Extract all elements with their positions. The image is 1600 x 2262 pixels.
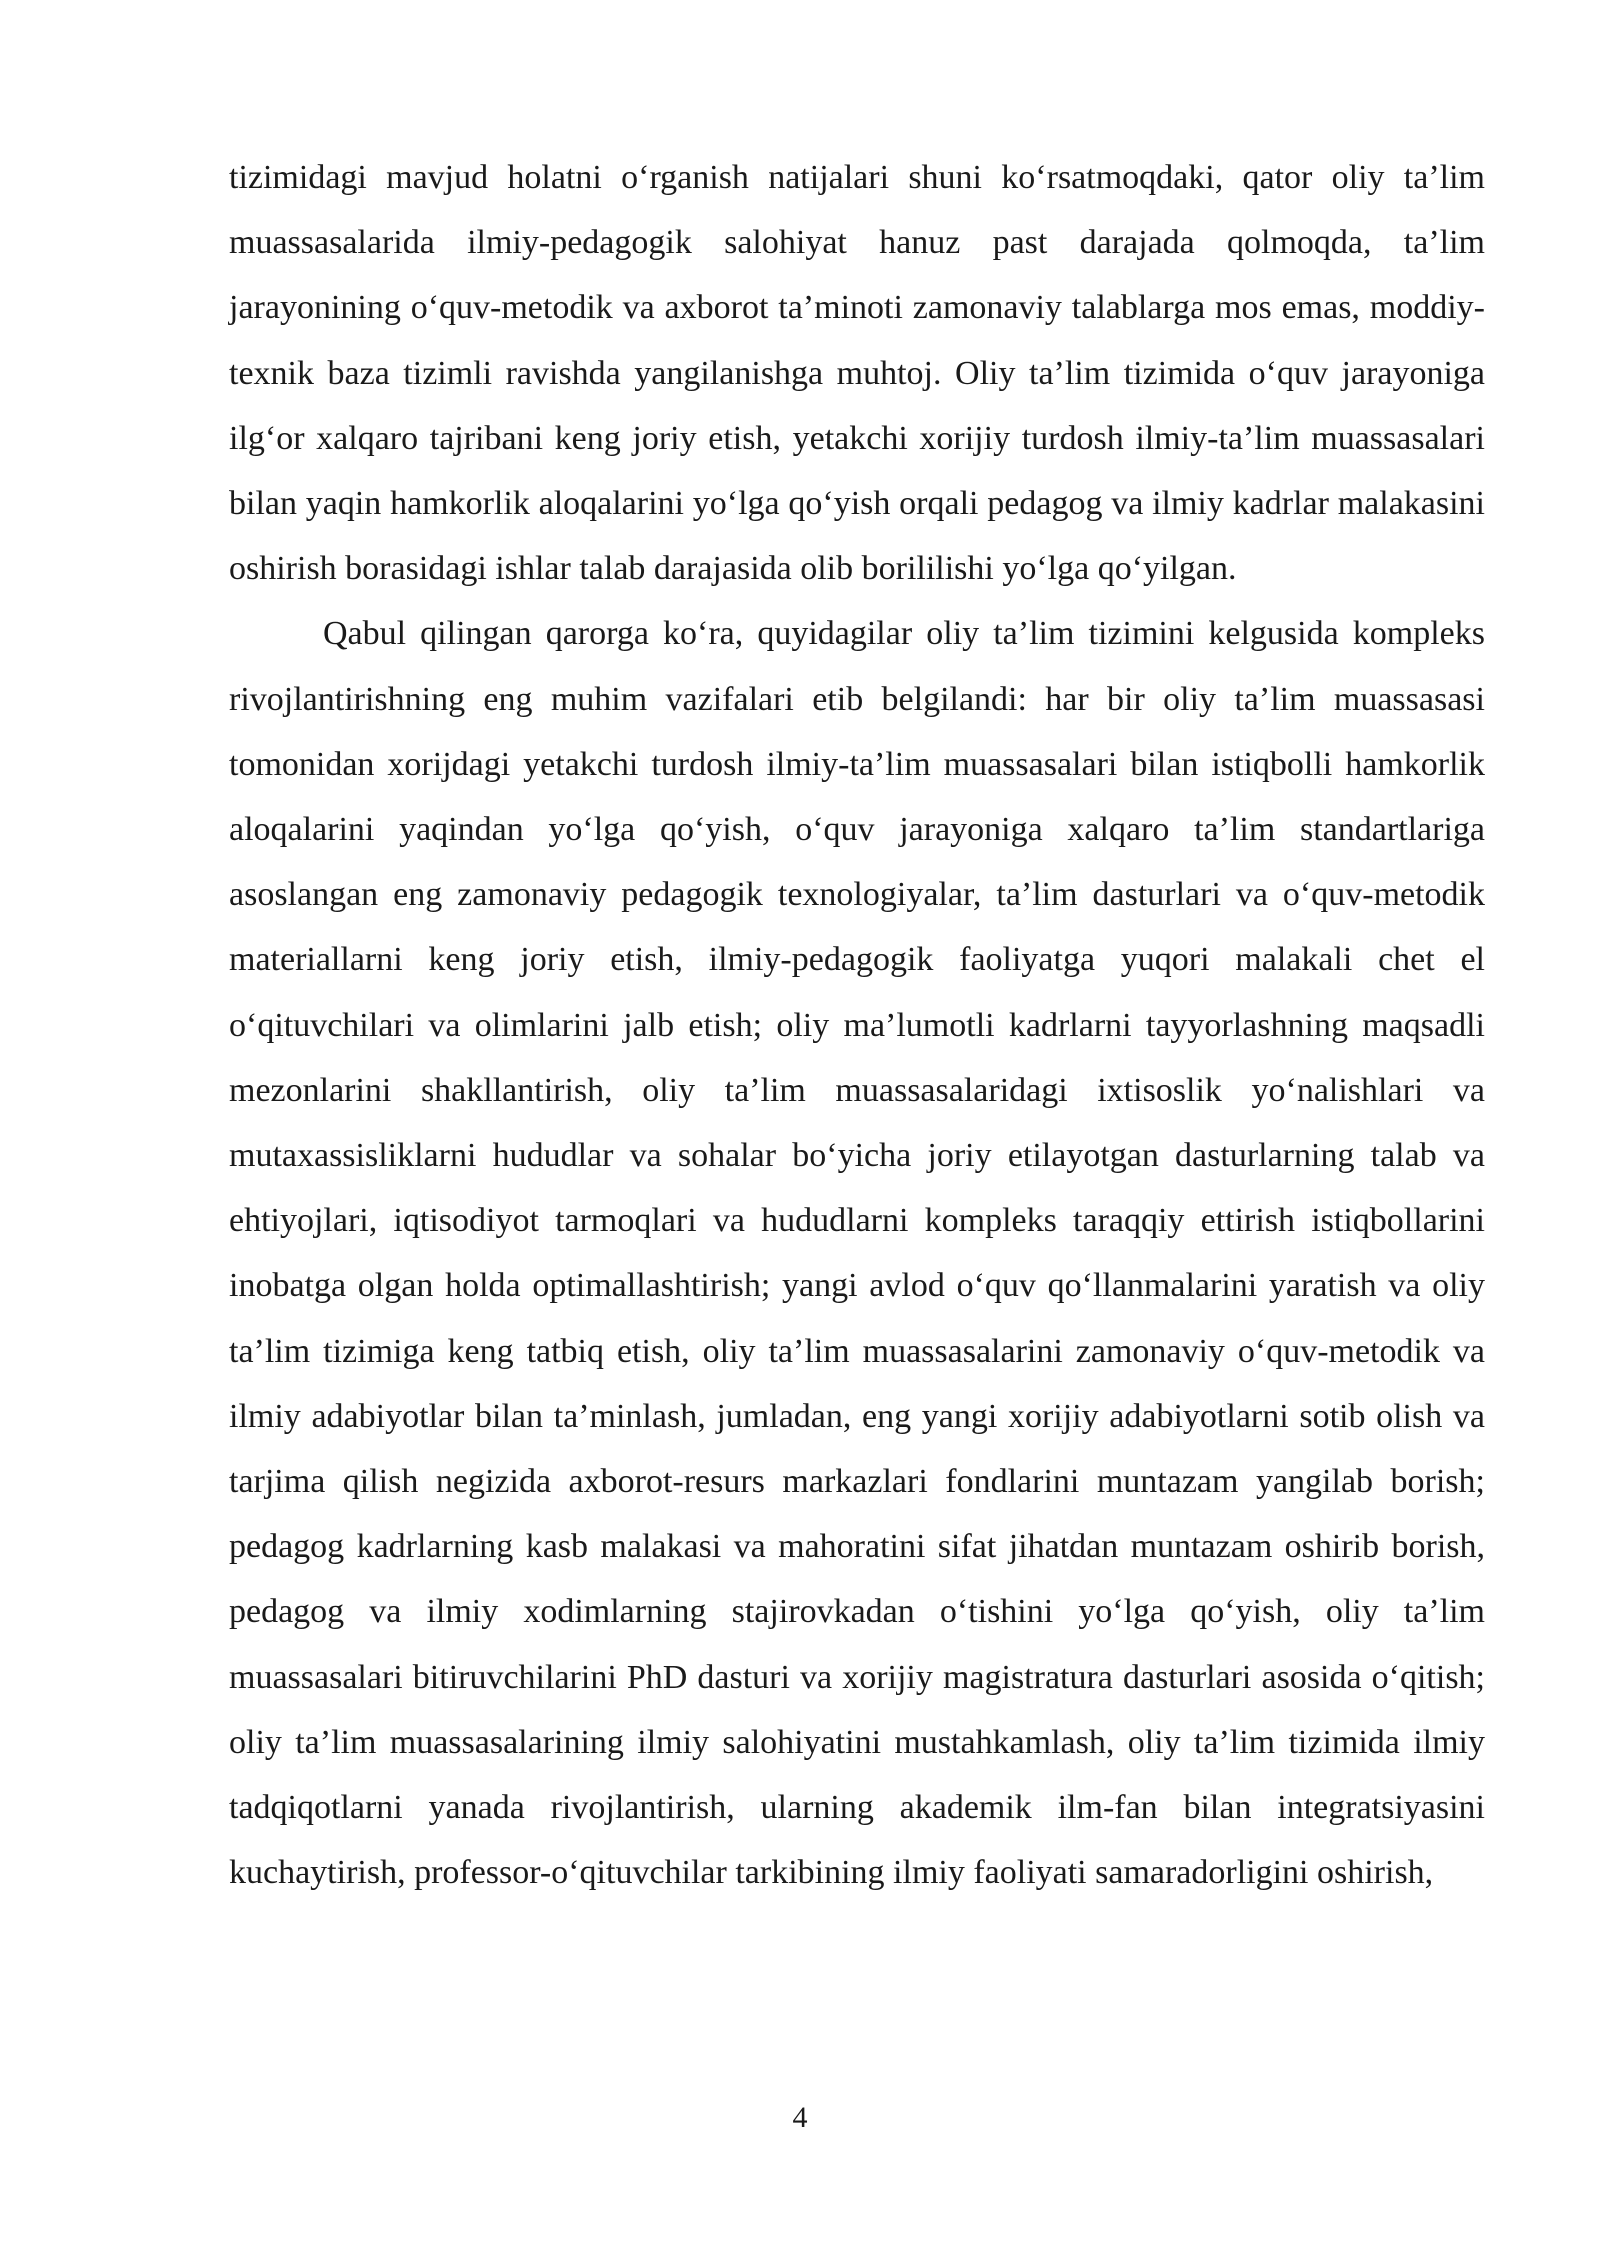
page-number: 4 — [792, 2101, 808, 2134]
paragraph-1: tizimidagi mavjud holatni o‘rganish natijalari shuni ko‘rsatmoqdaki, qator oliy ta’lim muassasalarida ilmiy-pedagogik salohiyat hanuz past darajada qolmoqda, ta’lim jarayonining o‘quv-metodik va axborot ta’minoti zamonaviy talablarga mos emas, moddiy-texnik baza tizimli ravishda yangilanishga muhtoj. Oliy ta’lim tizimida o‘quv jarayoniga ilg‘or xalqaro tajribani keng joriy etish, yetakchi xorijiy turdosh ilmiy-ta’lim muassasalari bilan yaqin hamkorlik aloqalarini yo‘lga qo‘yish orqali pedagog va ilmiy kadrlar malakasini oshirish borasidagi ishlar talab darajasida olib borililishi yo‘lga qo‘yilgan. — [229, 159, 1485, 588]
document-body — [229, 145, 1485, 1905]
paragraph-2: Qabul qilingan qarorga ko‘ra, quyidagilar oliy ta’lim tizimini kelgusida kompleks rivojlantirishning eng muhim vazifalari etib belgilandi: har bir oliy ta’lim muassasasi tomonidan xorijdagi yetakchi turdosh ilmiy-ta’lim muassasalari bilan istiqbolli hamkorlik aloqalarini yaqindan yo‘lga qo‘yish, o‘quv jarayoniga xalqaro ta’lim standartlariga asoslangan eng zamonaviy pedagogik texnologiyalar, ta’lim dasturlari va o‘quv-metodik materiallarni keng joriy etish, ilmiy-pedagogik faoliyatga yuqori malakali chet el o‘qituvchilari va olimlarini jalb etish; oliy ma’lumotli kadrlarni tayyorlashning maqsadli mezonlarini shakllantirish, oliy ta’lim muassasalaridagi ixtisoslik yo‘nalishlari va mutaxassisliklarni hududlar va sohalar bo‘yicha joriy etilayotgan dasturlarning talab va ehtiyojlari, iqtisodiyot tarmoqlari va hududlarni kompleks taraqqiy ettirish istiqbollarini inobatga olgan holda optimallashtirish; yangi avlod o‘quv qo‘llanmalarini yaratish va oliy ta’lim tizimiga keng tatbiq etish, oliy ta’lim muassasalarini zamonaviy o‘quv-metodik va ilmiy adabiyotlar bilan ta’minlash, jumladan, eng yangi xorijiy adabiyotlarni sotib olish va tarjima qilish negizida axborot-resurs markazlari fondlarini muntazam yangilab borish; pedagog kadrlarning kasb malakasi va mahoratini sifat jihatdan muntazam oshirib borish, pedagog va ilmiy xodimlarning stajirovkadan o‘tishini yo‘lga qo‘yish, oliy ta’lim muassasalari bitiruvchilarini PhD dasturi va xorijiy magistratura dasturlari asosida o‘qitish; oliy ta’lim muassasalarining ilmiy salohiyatini mustahkamlash, oliy ta’lim tizimida ilmiy tadqiqotlarni yanada rivojlantirish, ularning akademik ilm-fan bilan integratsiyasini kuchaytirish, professor-o‘qituvchilar tarkibining ilmiy faoliyati samaradorligini oshirish, — [229, 615, 1485, 1892]
